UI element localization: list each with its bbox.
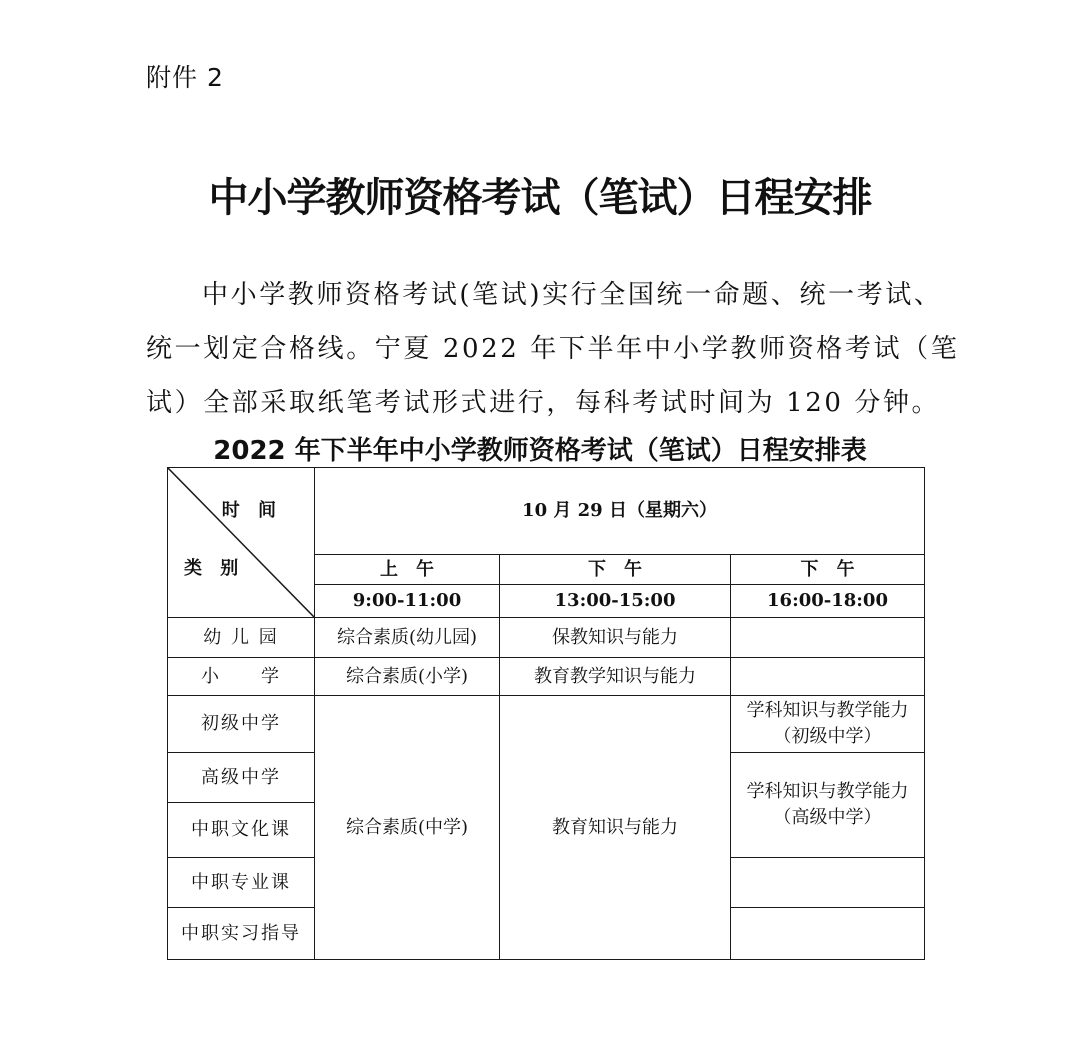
subject-cell: 教育教学知识与能力 [500, 658, 731, 696]
corner-header-cell [168, 468, 315, 618]
diagonal-line [168, 468, 314, 617]
session-period: 下 午 [500, 555, 731, 585]
subject-cell: 综合素质(幼儿园) [315, 618, 500, 658]
page-title: 中小学教师资格考试（笔试）日程安排 [208, 175, 872, 221]
subject-line: （高级中学） [773, 807, 882, 828]
subject-line: （初级中学） [773, 726, 882, 747]
time-header: 时 间 [221, 500, 282, 521]
category-voc-practice: 中职实习指导 [168, 908, 315, 960]
subject-cell: 综合素质(小学) [315, 658, 500, 696]
session-period: 下 午 [731, 555, 925, 585]
paragraph-line: 试）全部采取纸笔考试形式进行，每科考试时间为 120 分钟。 [146, 388, 941, 418]
schedule-table [167, 467, 925, 960]
session-time: 9:00-11:00 [315, 585, 500, 618]
category-voc-major: 中职专业课 [168, 858, 315, 908]
intro-paragraph [146, 268, 960, 430]
empty-cell [731, 858, 925, 908]
category-kindergarten: 幼 儿 园 [168, 618, 315, 658]
subject-cell: 教育知识与能力 [500, 696, 731, 960]
date-header: 10 月 29 日（星期六） [315, 468, 925, 555]
empty-cell [731, 618, 925, 658]
paragraph-line: 中小学教师资格考试(笔试)实行全国统一命题、统一考试、 [202, 280, 943, 310]
empty-cell [731, 908, 925, 960]
session-time: 16:00-18:00 [731, 585, 925, 618]
subject-cell [731, 753, 925, 858]
category-primary: 小 学 [168, 658, 315, 696]
category-senior: 高级中学 [168, 753, 315, 803]
subject-cell: 保教知识与能力 [500, 618, 731, 658]
empty-cell [731, 658, 925, 696]
category-voc-culture: 中职文化课 [168, 803, 315, 858]
session-period: 上 午 [315, 555, 500, 585]
paragraph-line: 统一划定合格线。宁夏 2022 年下半年中小学教师资格考试（笔 [146, 334, 960, 364]
attachment-label: 附件 2 [146, 63, 224, 92]
session-time: 13:00-15:00 [500, 585, 731, 618]
subject-cell: 综合素质(中学) [315, 696, 500, 960]
subject-line: 学科知识与教学能力 [746, 700, 909, 721]
subject-cell [731, 696, 925, 753]
subject-line: 学科知识与教学能力 [746, 781, 909, 802]
category-junior: 初级中学 [168, 696, 315, 753]
table-title: 2022 年下半年中小学教师资格考试（笔试）日程安排表 [213, 436, 867, 466]
category-header: 类 别 [184, 558, 245, 579]
